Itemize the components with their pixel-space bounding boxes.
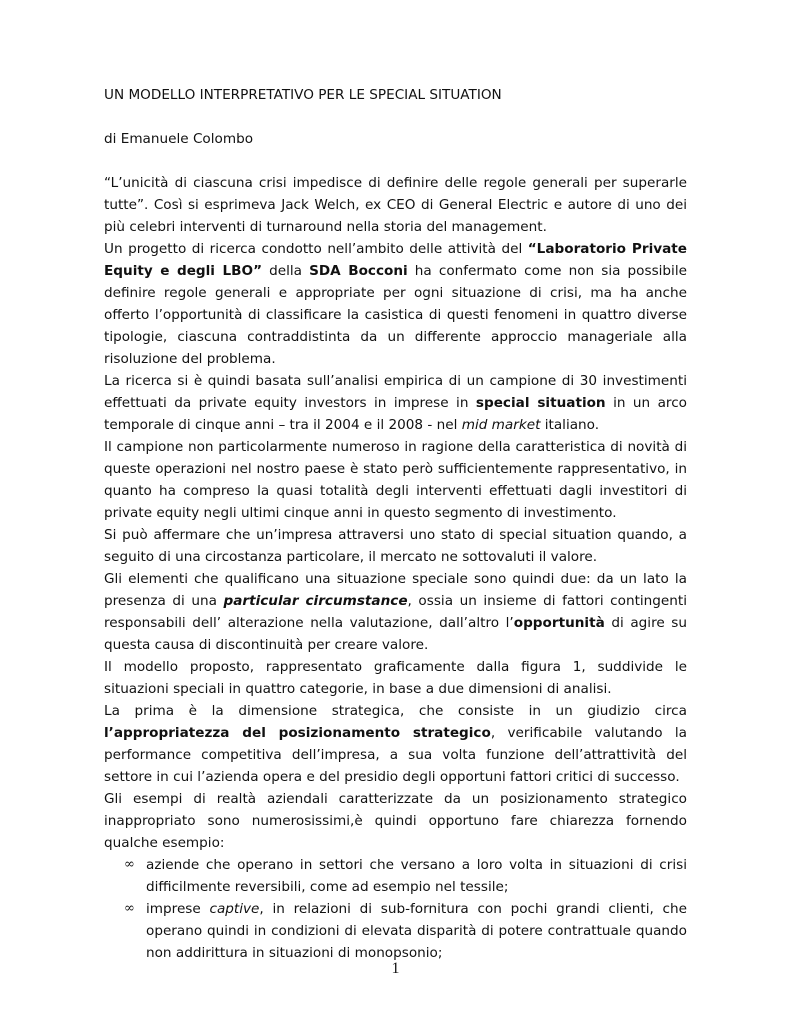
text-run: Si può affermare che un’impresa attraversi uno stato di special situation quando, a seguito di una circostanza particolare, il mercato ne sottovaluti il valore. xyxy=(104,527,687,565)
emphasized-text-run: l’appropriatezza del posizionamento strategico xyxy=(104,725,491,741)
text-run: , verificabile valutando la performance competitiva dell’impresa, a sua volta funzione dell’attrattività del settore in cui l’azienda opera e del presidio degli opportuni fattori critici di successo. xyxy=(104,725,687,785)
emphasized-text-run: SDA Bocconi xyxy=(309,263,408,279)
text-run: italiano. xyxy=(540,417,600,433)
document-body xyxy=(104,172,687,964)
text-run: di agire su questa causa di discontinuità per creare valore. xyxy=(104,615,687,653)
emphasized-text-run: particular circumstance xyxy=(223,593,408,609)
text-run: La prima è la dimensione strategica, che consiste in un giudizio circa xyxy=(104,703,687,719)
paragraph xyxy=(104,172,687,238)
text-run: Un progetto di ricerca condotto nell’ambito delle attività del xyxy=(104,241,528,257)
paragraph xyxy=(104,788,687,854)
infinity-bullet-icon: ∞ xyxy=(124,857,135,872)
emphasized-text-run: opportunità xyxy=(513,615,605,631)
infinity-bullet-icon: ∞ xyxy=(124,901,135,916)
text-run: Il campione non particolarmente numeroso in ragione della caratteristica di novità di queste operazioni nel nostro paese è stato però sufficientemente rappresentativo, in quanto ha compreso la quasi totalità degli interventi effettuati dagli investitori di private equity negli ultimi cinque anni in questo segmento di investimento. xyxy=(104,439,687,521)
document-page xyxy=(104,84,687,964)
text-run: Gli elementi che qualificano una situazione speciale sono quindi due: da un lato la presenza di una xyxy=(104,571,687,609)
page-number: 1 xyxy=(391,960,400,977)
paragraph xyxy=(104,436,687,524)
author-line: di Emanuele Colombo xyxy=(104,131,254,147)
text-run: aziende che operano in settori che versano a loro volta in situazioni di crisi difficilmente reversibili, come ad esempio nel tessile; xyxy=(146,857,687,895)
bullet-item xyxy=(104,898,687,964)
bullet-item xyxy=(104,854,687,898)
paragraph xyxy=(104,370,687,436)
paragraphs xyxy=(104,172,687,854)
paragraph xyxy=(104,524,687,568)
emphasized-text-run: “Laboratorio Private Equity e degli LBO” xyxy=(104,241,687,279)
text-run: La ricerca si è quindi basata sull’analisi empirica di un campione di 30 investimenti effettuati da private equity investors in imprese in xyxy=(104,373,687,411)
text-run: Il modello proposto, rappresentato graficamente dalla figura 1, suddivide le situazioni speciali in quattro categorie, in base a due dimensioni di analisi. xyxy=(104,659,687,697)
text-run: , in relazioni di sub-fornitura con pochi grandi clienti, che operano quindi in condizioni di elevata disparità di potere contrattuale quando non addirittura in situazioni di monopsonio; xyxy=(146,901,687,961)
paragraph xyxy=(104,656,687,700)
text-run: , ossia un insieme di fattori contingenti responsabili dell’ alterazione nella valutazione, dall’altro l’ xyxy=(104,593,688,631)
text-run: “L’unicità di ciascuna crisi impedisce di definire delle regole generali per superarle tutte”. Così si esprimeva Jack Welch, ex CEO di General Electric e autore di uno dei più celebri interventi di turnaround nella storia del management. xyxy=(104,175,687,235)
emphasized-text-run: captive xyxy=(209,901,260,917)
text-run: in un arco temporale di cinque anni – tra il 2004 e il 2008 - nel xyxy=(104,395,687,433)
bullet-list xyxy=(104,854,687,964)
text-run: Gli esempi di realtà aziendali caratterizzate da un posizionamento strategico inappropriato sono numerosissimi,è quindi opportuno fare chiarezza fornendo qualche esempio: xyxy=(104,791,687,851)
emphasized-text-run: special situation xyxy=(475,395,606,411)
document-title: UN MODELLO INTERPRETATIVO PER LE SPECIAL SITUATION xyxy=(104,87,502,103)
text-run: della xyxy=(262,263,310,279)
text-run: imprese xyxy=(146,901,210,917)
paragraph xyxy=(104,238,687,370)
emphasized-text-run: mid market xyxy=(461,417,541,433)
paragraph xyxy=(104,700,687,788)
text-run: ha confermato come non sia possibile definire regole generali e appropriate per ogni situazione di crisi, ma ha anche offerto l’opportunità di classificare la casistica di questi fenomeni in quattro diverse tipologie, ciascuna contraddistinta da un differente approccio manageriale alla risoluzione del problema. xyxy=(104,263,687,367)
paragraph xyxy=(104,568,687,656)
